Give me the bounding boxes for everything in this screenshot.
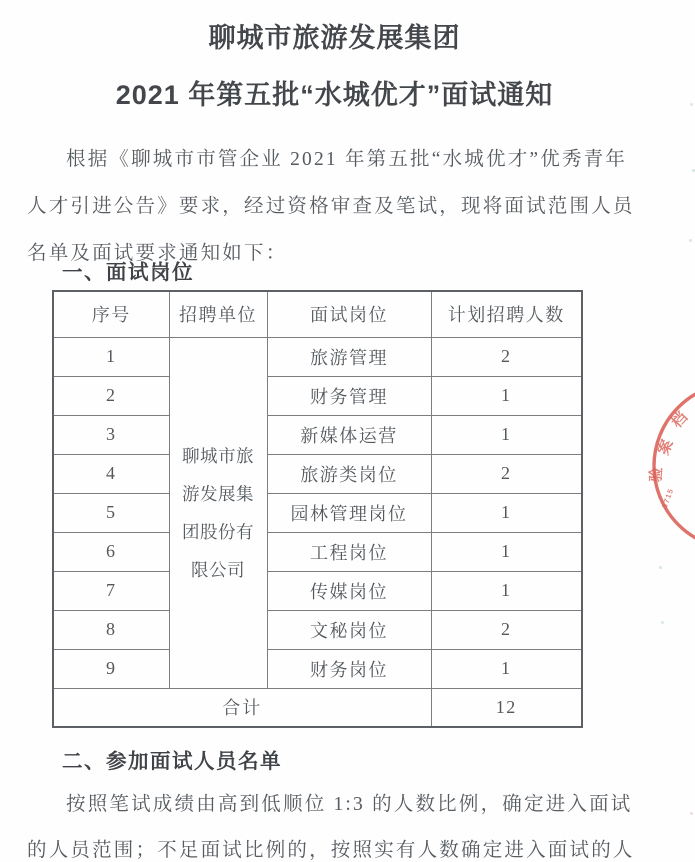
cell-count: 2 bbox=[431, 610, 582, 649]
unit-name-line: 限公司 bbox=[191, 559, 245, 580]
section-heading-interview-posts: 一、面试岗位 bbox=[62, 261, 194, 284]
cell-recruiting-unit bbox=[169, 337, 267, 688]
unit-name-line: 团股份有 bbox=[182, 521, 254, 542]
document-title-line1: 聊城市旅游发展集团 bbox=[208, 23, 461, 53]
cell-count: 1 bbox=[431, 532, 582, 571]
scan-speck bbox=[661, 621, 664, 624]
seal-circle-arc bbox=[654, 383, 695, 549]
table-row bbox=[53, 571, 582, 610]
cell-seq: 7 bbox=[53, 571, 169, 610]
cell-post: 财务管理 bbox=[267, 376, 431, 415]
cell-post: 财务岗位 bbox=[267, 649, 431, 688]
section-heading-candidate-list: 二、参加面试人员名单 bbox=[62, 750, 282, 773]
seal-serial-digits: 3715 bbox=[659, 486, 676, 510]
table-row bbox=[53, 610, 582, 649]
cell-post: 新媒体运营 bbox=[267, 415, 431, 454]
closing-paragraph-line: 按照笔试成绩由高到低顺位 1:3 的人数比例，确定进入面试 bbox=[66, 794, 633, 815]
unit-name-line: 聊城市旅 bbox=[182, 445, 254, 466]
table-row bbox=[53, 337, 582, 376]
scan-speck bbox=[690, 812, 693, 815]
cell-count: 1 bbox=[431, 415, 582, 454]
header-seq: 序号 bbox=[53, 291, 169, 337]
cell-count: 1 bbox=[431, 493, 582, 532]
seal-character: 验 bbox=[647, 466, 666, 483]
header-unit: 招聘单位 bbox=[169, 291, 267, 337]
cell-post: 传媒岗位 bbox=[267, 571, 431, 610]
intro-paragraph-line: 根据《聊城市市管企业 2021 年第五批“水城优才”优秀青年 bbox=[66, 149, 628, 170]
cell-seq: 5 bbox=[53, 493, 169, 532]
cell-post: 旅游类岗位 bbox=[267, 454, 431, 493]
cell-count: 1 bbox=[431, 649, 582, 688]
header-post: 面试岗位 bbox=[267, 291, 431, 337]
cell-total-label: 合计 bbox=[53, 688, 431, 727]
cell-count: 1 bbox=[431, 571, 582, 610]
table-total-row bbox=[53, 688, 582, 727]
closing-paragraph-line: 的人员范围；不足面试比例的，按照实有人数确定进入面试的人 bbox=[27, 840, 635, 861]
cell-seq: 6 bbox=[53, 532, 169, 571]
cell-seq: 4 bbox=[53, 454, 169, 493]
cell-seq: 1 bbox=[53, 337, 169, 376]
intro-paragraph-line: 人才引进公告》要求，经过资格审查及笔试，现将面试范围人员 bbox=[27, 196, 635, 217]
scan-speck bbox=[659, 566, 662, 569]
header-count: 计划招聘人数 bbox=[431, 291, 582, 337]
table-row bbox=[53, 415, 582, 454]
cell-post: 园林管理岗位 bbox=[267, 493, 431, 532]
scan-speck bbox=[689, 239, 692, 242]
intro-paragraph-line: 名单及面试要求通知如下： bbox=[27, 243, 288, 264]
cell-count: 2 bbox=[431, 337, 582, 376]
table-row bbox=[53, 649, 582, 688]
table-row bbox=[53, 376, 582, 415]
cell-seq: 9 bbox=[53, 649, 169, 688]
seal-character: 档 bbox=[668, 408, 691, 432]
red-seal-stamp bbox=[637, 383, 695, 551]
cell-seq: 3 bbox=[53, 415, 169, 454]
table-row bbox=[53, 454, 582, 493]
cell-post: 旅游管理 bbox=[267, 337, 431, 376]
cell-seq: 8 bbox=[53, 610, 169, 649]
interview-posts-table bbox=[52, 290, 583, 728]
table-row bbox=[53, 493, 582, 532]
scan-speck bbox=[690, 103, 693, 106]
cell-seq: 2 bbox=[53, 376, 169, 415]
table-row bbox=[53, 532, 582, 571]
document-title-line2: 2021 年第五批“水城优才”面试通知 bbox=[115, 80, 554, 110]
cell-post: 工程岗位 bbox=[267, 532, 431, 571]
seal-character: 案 bbox=[655, 437, 677, 458]
unit-name-line: 游发展集 bbox=[182, 483, 254, 504]
cell-count: 1 bbox=[431, 376, 582, 415]
cell-post: 文秘岗位 bbox=[267, 610, 431, 649]
cell-count: 2 bbox=[431, 454, 582, 493]
table-header-row bbox=[53, 291, 582, 337]
cell-total-value: 12 bbox=[431, 688, 582, 727]
